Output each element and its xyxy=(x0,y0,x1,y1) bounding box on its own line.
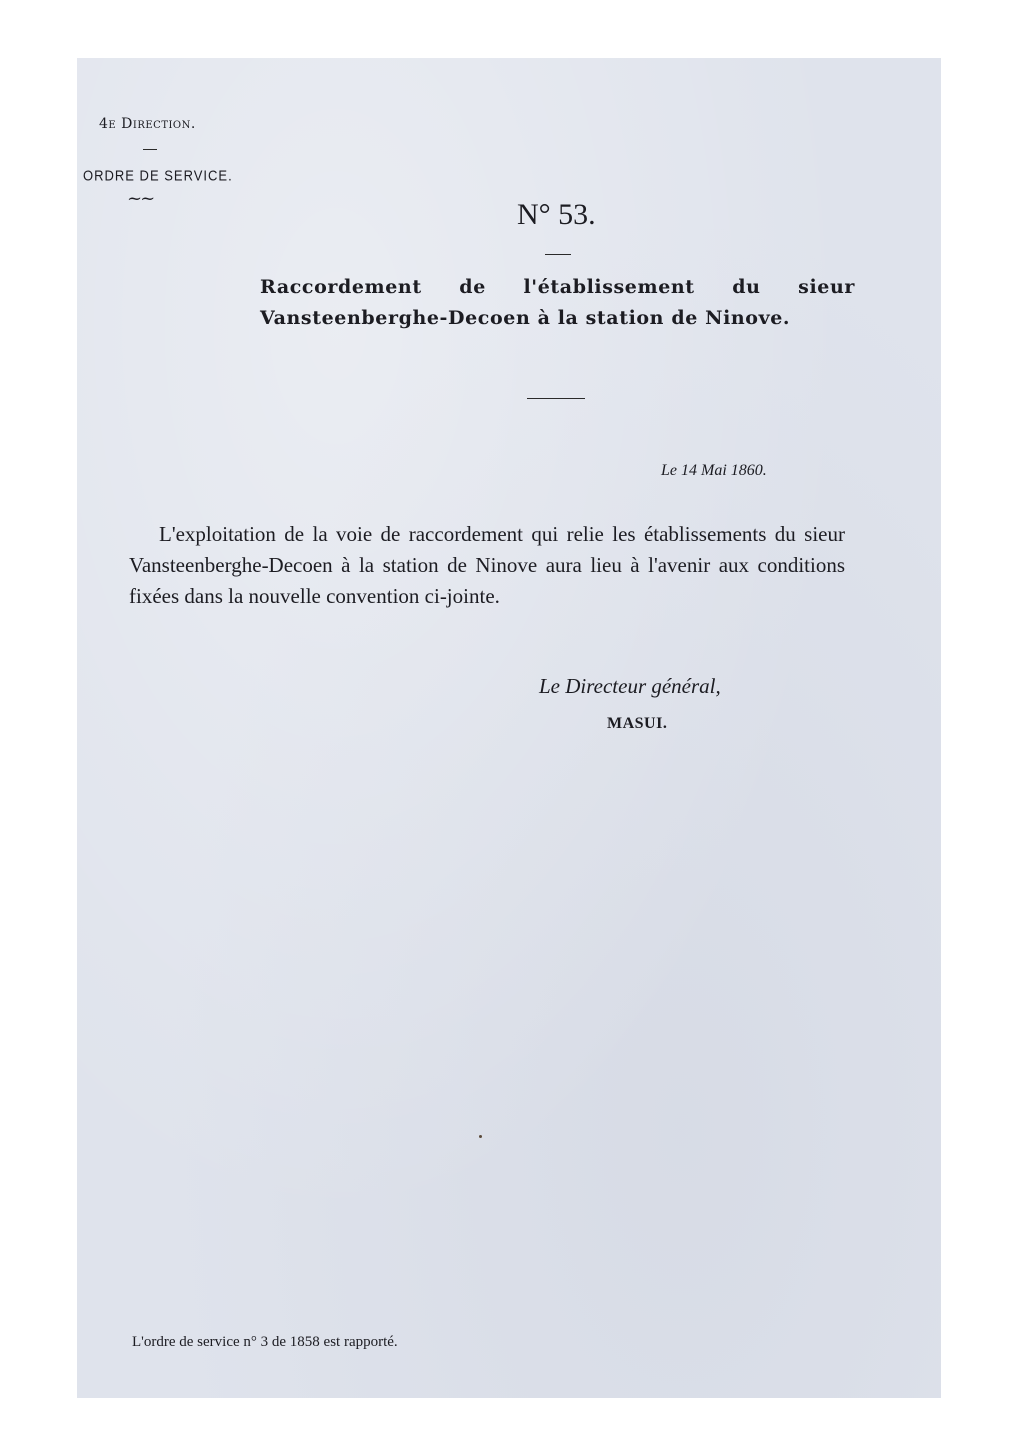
separator-rule xyxy=(143,149,157,150)
document-title: Raccordement de l'établissement du sieur Vansteenberghe-Decoen à la station de Ninove. xyxy=(260,276,855,329)
order-number: N° 53. xyxy=(517,198,596,231)
body-paragraph: L'exploitation de la voie de raccordement qui relie les établissements du sieur Vansteenberghe-Decoen à la station de Ninove aura lieu à l'avenir aux conditions fixées dans la nouvelle convention ci-jointe. xyxy=(129,522,845,608)
signature-title: Le Directeur général, xyxy=(539,674,721,698)
direction-label: 4e Direction. xyxy=(99,116,196,132)
signature-name: MASUI. xyxy=(607,715,668,732)
footer-note: L'ordre de service n° 3 de 1858 est rapporté. xyxy=(132,1334,398,1350)
service-type-label: ORDRE DE SERVICE. xyxy=(83,167,233,184)
paper-speck xyxy=(479,1135,482,1138)
ornament-divider: ~~ xyxy=(127,188,154,209)
document-date: Le 14 Mai 1860. xyxy=(661,462,767,479)
separator-rule xyxy=(527,398,585,399)
separator-rule xyxy=(545,254,571,255)
document-page xyxy=(77,58,941,1398)
